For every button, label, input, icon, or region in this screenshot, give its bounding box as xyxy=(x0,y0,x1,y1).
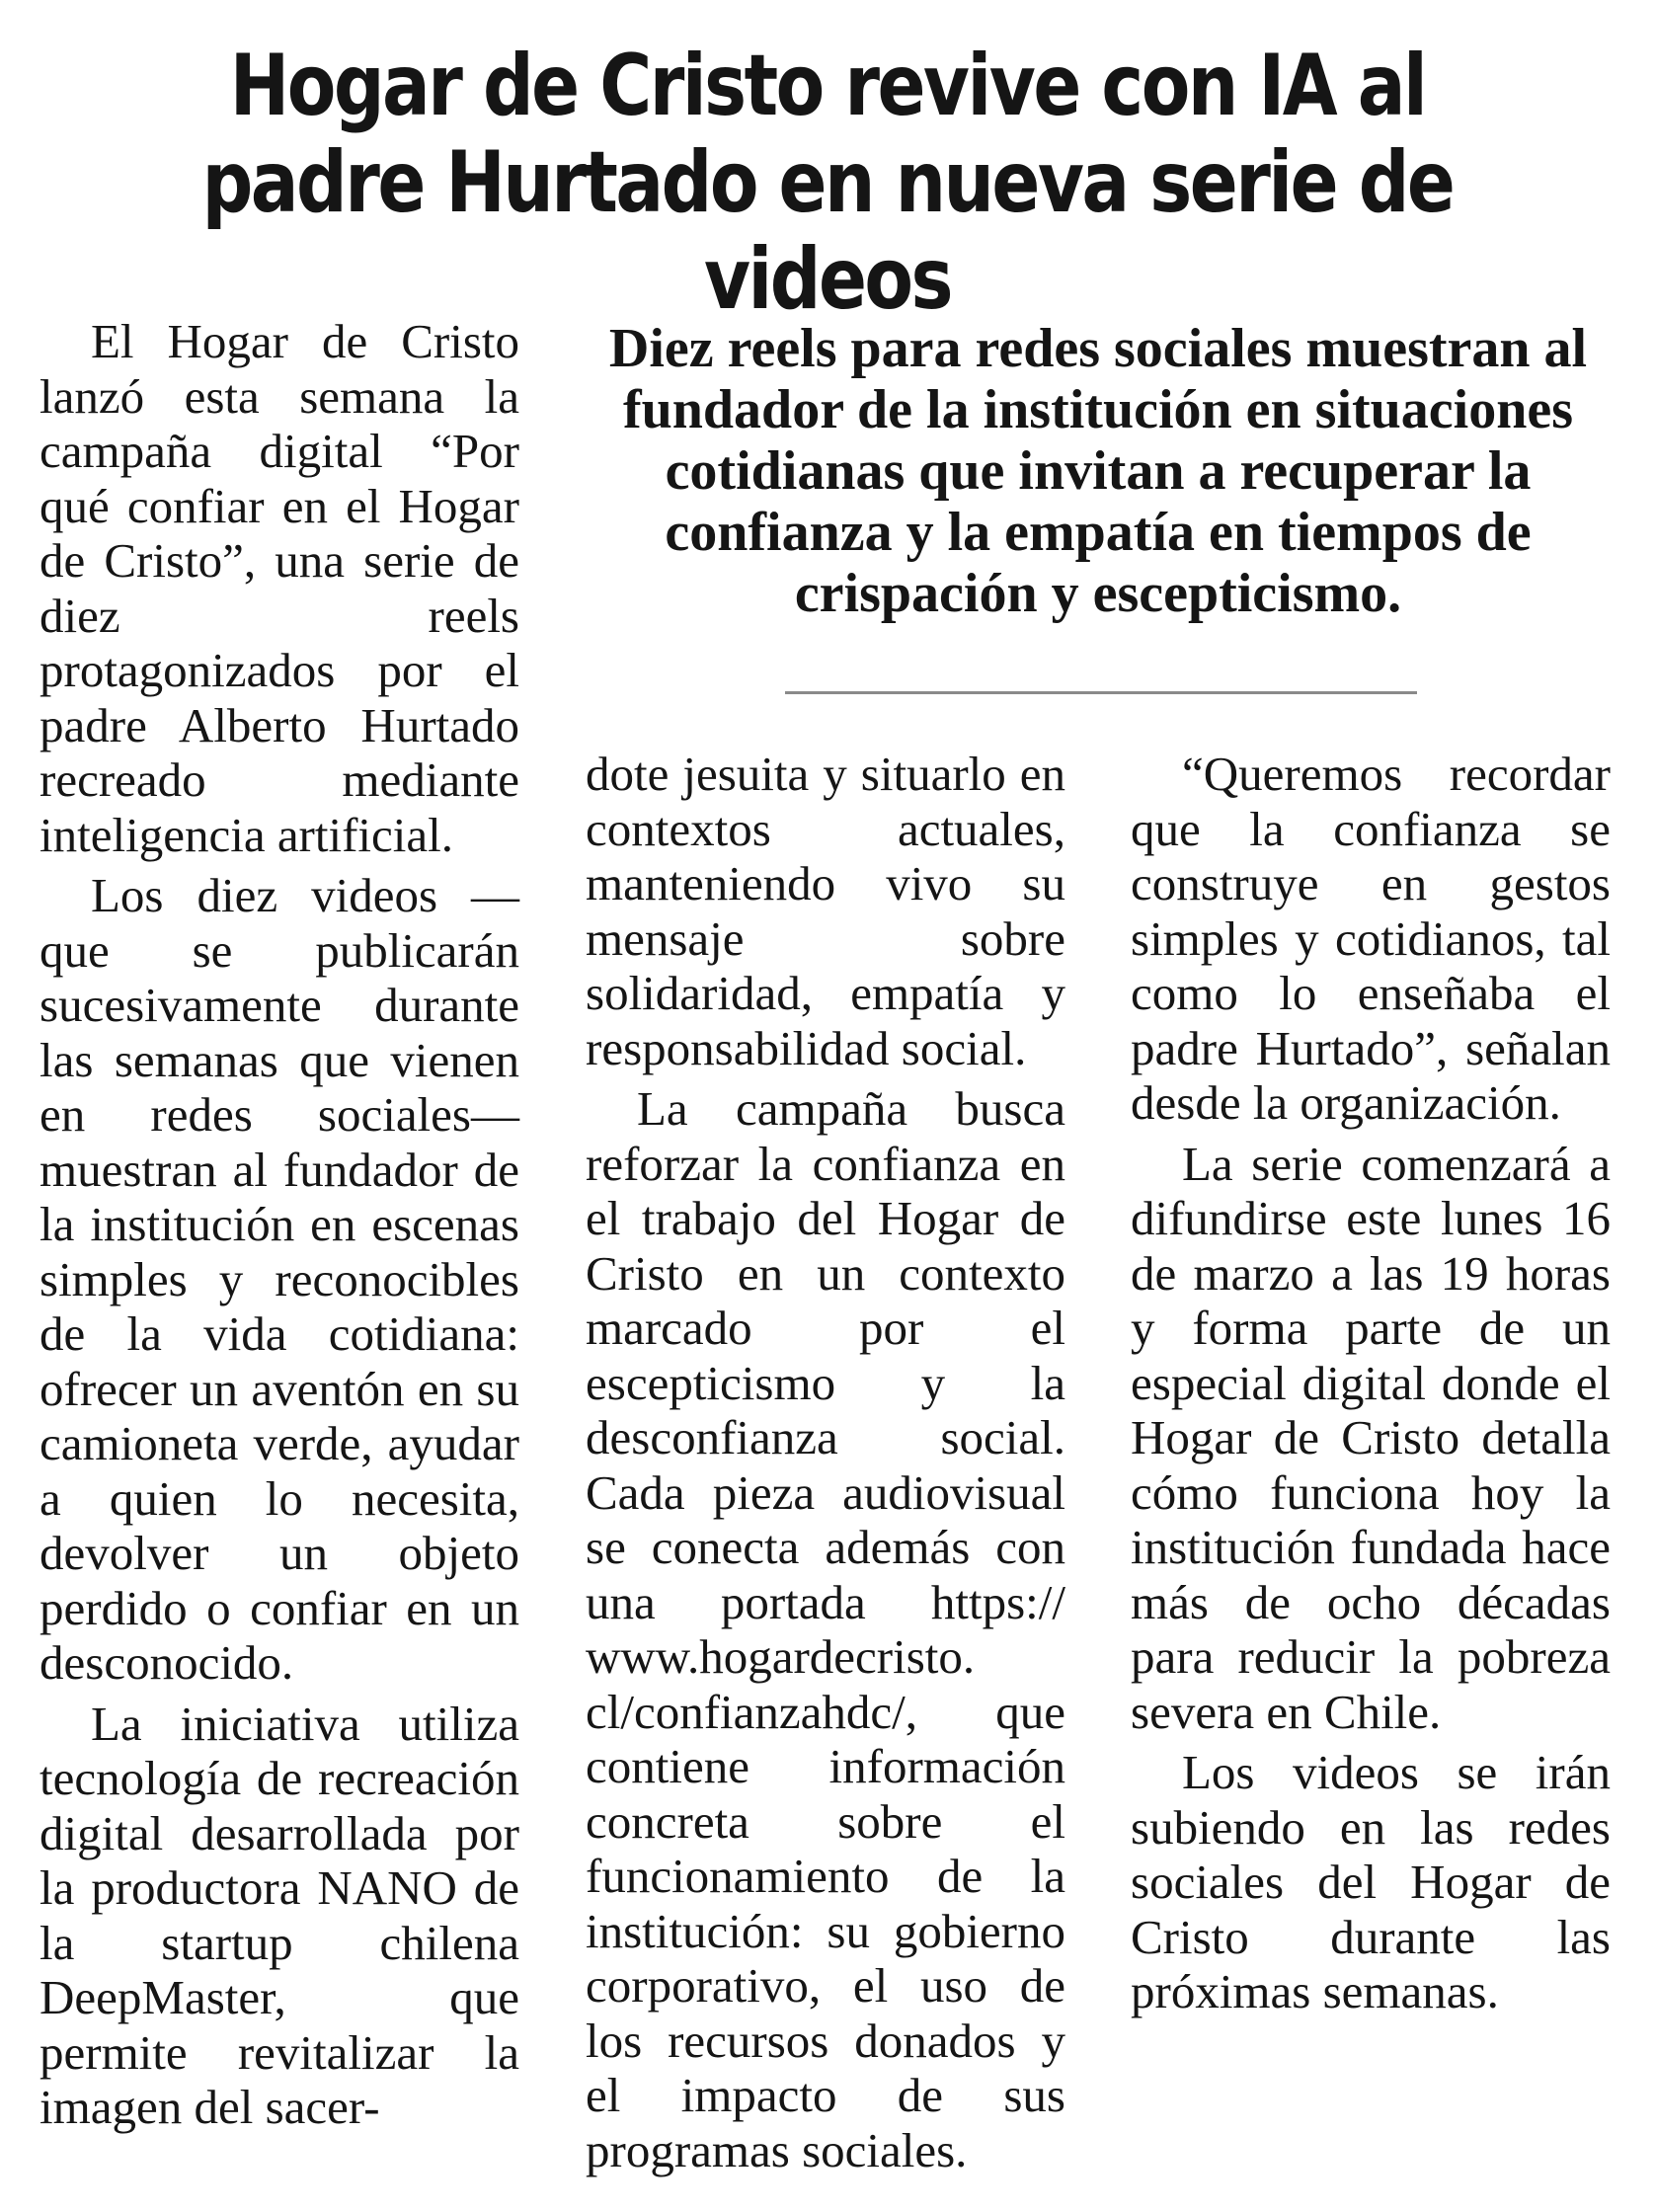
paragraph-technology: La iniciativa utiliza tecnología de recreación digital desarrollada por la productora NANO de la startup chilena DeepMaster, que permite revitalizar la imagen del sacer- xyxy=(39,1696,519,2134)
paragraph-continuation: dote jesuita y situarlo en contextos actuales, manteniendo vivo su mensaje sobre solidaridad, empatía y responsabilidad social. xyxy=(586,747,1065,1075)
article-column-3 xyxy=(1131,747,1611,2025)
paragraph-closing: Los videos se irán subiendo en las redes sociales del Hogar de Cristo durante las próximas semanas. xyxy=(1131,1745,1611,2018)
paragraph-videos: Los diez videos —que se publicarán sucesivamente durante las semanas que vienen en redes sociales— muestran al fundador de la institución en escenas simples y reconocibles de la vida cotidiana: ofrecer un aventón en su camioneta verde, ayudar a quien lo necesita, devolver un objeto perdido o confiar en un desconocido. xyxy=(39,868,519,1690)
article-column-1 xyxy=(39,314,519,2141)
article-column-2 xyxy=(586,747,1065,2183)
paragraph-quote: “Queremos recordar que la confianza se construye en gestos simples y cotidianos, tal como lo enseñaba el padre Hurtado”, señalan desde la organización. xyxy=(1131,747,1611,1130)
subheadline-deck: Diez reels para redes sociales muestran al fundador de la institución en situaciones cotidianas que invitan a recuperar la confianza y la empatía en tiempos de crispación y escepticismo. xyxy=(608,318,1588,624)
paragraph-campaign: La campaña busca reforzar la confianza en el trabajo del Hogar de Cristo en un contexto marcado por el escepticismo y la desconfianza social. Cada pieza audiovisual se conecta además con una portada https:// www.hogardecristo. cl/confianzahdc/, que contiene información concreta sobre el funcionamiento de la institución: su gobierno corporativo, el uso de los recursos donados y el impacto de sus programas sociales. xyxy=(586,1081,1065,2177)
deck-divider-rule xyxy=(785,691,1417,694)
headline: Hogar de Cristo revive con IA al padre Hurtado en nueva serie de videos xyxy=(201,37,1454,329)
paragraph-intro: El Hogar de Cristo lanzó esta semana la campaña digital “Por qué confiar en el Hogar de Cristo”, una serie de diez reels protagonizados por el padre Alberto Hurtado recreado mediante inteligencia artificial. xyxy=(39,314,519,862)
paragraph-schedule: La serie comenzará a difundirse este lunes 16 de marzo a las 19 horas y forma parte de un especial digital donde el Hogar de Cristo detalla cómo funciona hoy la institución fundada hace más de ocho décadas para reducir la pobreza severa en Chile. xyxy=(1131,1136,1611,1739)
